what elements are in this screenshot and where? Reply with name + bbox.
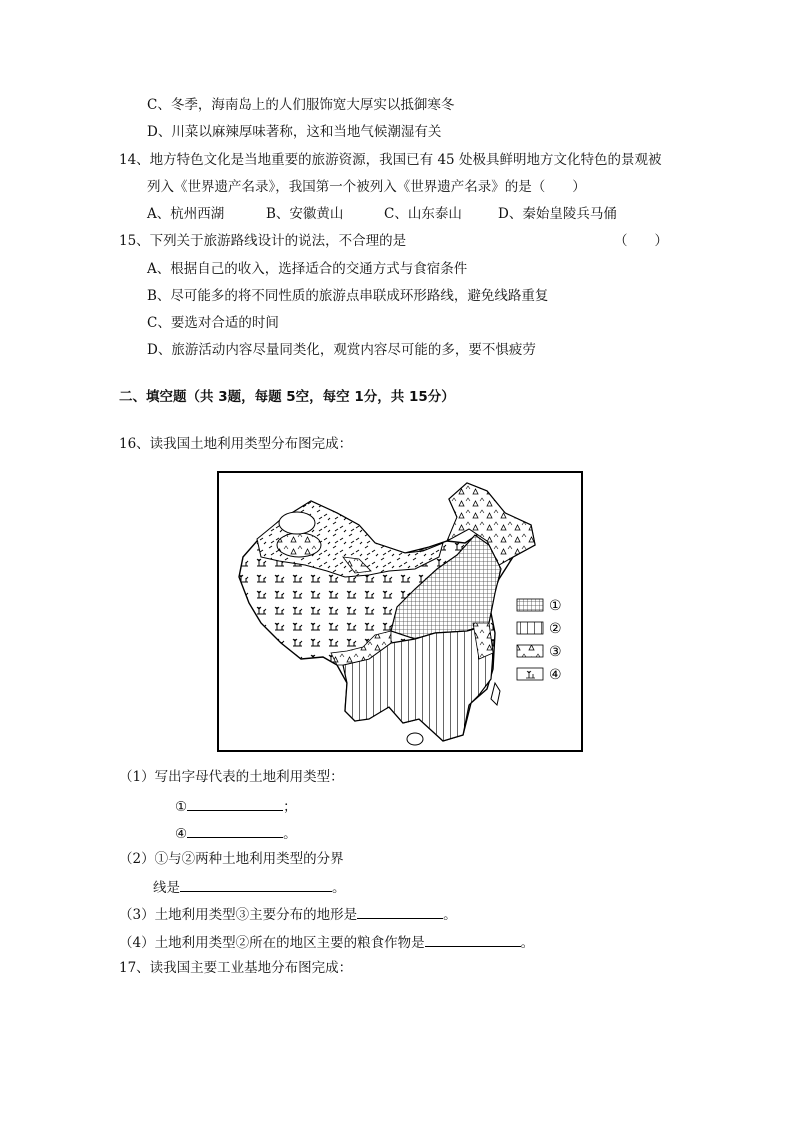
q14-stem-line2: 列入《世界遗产名录》，我国第一个被列入《世界遗产名录》的是（ ） [147, 179, 586, 195]
china-land-use-map-svg [219, 473, 581, 750]
q15-stem: 15、下列关于旅游路线设计的说法，不合理的是 [119, 233, 407, 249]
q16-sub1-a-end: ； [283, 799, 297, 815]
q14-option-c: C、山东泰山 [384, 206, 462, 222]
q16-sub4 [119, 932, 534, 952]
q16-sub1-b-blank[interactable] [187, 823, 283, 838]
q16-stem: 16、读我国土地利用类型分布图完成： [119, 436, 353, 452]
q16-sub3-blank[interactable] [357, 904, 443, 919]
legend-label-3: ③ [549, 644, 562, 660]
q16-sub1-a-label: ① [175, 799, 188, 815]
q13-option-d: D、川菜以麻辣厚味著称，这和当地气候潮湿有关 [147, 124, 442, 140]
q16-sub1-answer-a [175, 796, 297, 816]
legend-label-4: ④ [549, 667, 562, 683]
map-taiwan-island [491, 683, 500, 705]
q16-sub2-end: 。 [332, 880, 346, 896]
q13-option-c: C、冬季，海南岛上的人们服饰宽大厚实以抵御寒冬 [147, 97, 455, 113]
q16-sub3-end: 。 [443, 907, 457, 923]
q16-sub2-prefix: 线是 [153, 880, 180, 896]
section-heading: 二、填空题（共 3题，每题 5空，每空 1分，共 15分） [119, 389, 455, 405]
map-hainan-island [407, 733, 423, 745]
q16-sub1: （1）写出字母代表的土地利用类型： [119, 769, 344, 785]
q16-sub2-blank[interactable] [180, 877, 332, 892]
q15-option-c: C、要选对合适的时间 [147, 315, 279, 331]
q16-sub4-end: 。 [520, 935, 535, 951]
q14-option-a: A、杭州西湖 [147, 206, 225, 222]
q15-answer-paren: （ ） [614, 233, 668, 249]
q17-stem: 17、读我国主要工业基地分布图完成： [119, 960, 353, 976]
q16-sub1-answer-b [175, 823, 297, 843]
legend-label-1: ① [549, 598, 562, 614]
q16-sub1-b-end: 。 [283, 826, 297, 842]
q16-sub4-prefix: （4）土地利用类型②所在的地区主要的粮食作物是 [119, 935, 425, 951]
q14-option-d: D、秦始皇陵兵马俑 [498, 206, 617, 222]
land-use-map [217, 471, 583, 752]
q16-sub4-blank[interactable] [425, 932, 521, 947]
q15-option-a: A、根据自己的收入，选择适合的交通方式与食宿条件 [147, 261, 468, 277]
legend-label-2: ② [549, 621, 562, 637]
q14-stem-line1: 14、地方特色文化是当地重要的旅游资源，我国已有 45 处极具鲜明地方文化特色的景观被 [119, 152, 662, 168]
q16-sub2-line2 [153, 877, 346, 897]
q15-option-d: D、旅游活动内容尽量同类化，观赏内容尽可能的多，要不惧疲劳 [147, 342, 536, 358]
q14-option-b: B、安徽黄山 [266, 206, 344, 222]
q16-sub1-a-blank[interactable] [187, 796, 283, 811]
q16-sub2-line1: （2）①与②两种土地利用类型的分界 [119, 851, 344, 867]
q15-option-b: B、尽可能多的将不同性质的旅游点串联成环形路线，避免线路重复 [147, 288, 549, 304]
q16-sub3-prefix: （3）土地利用类型③主要分布的地形是 [119, 907, 358, 923]
q16-sub3 [119, 904, 457, 924]
q16-sub1-b-label: ④ [175, 826, 188, 842]
map-legend [517, 598, 562, 683]
